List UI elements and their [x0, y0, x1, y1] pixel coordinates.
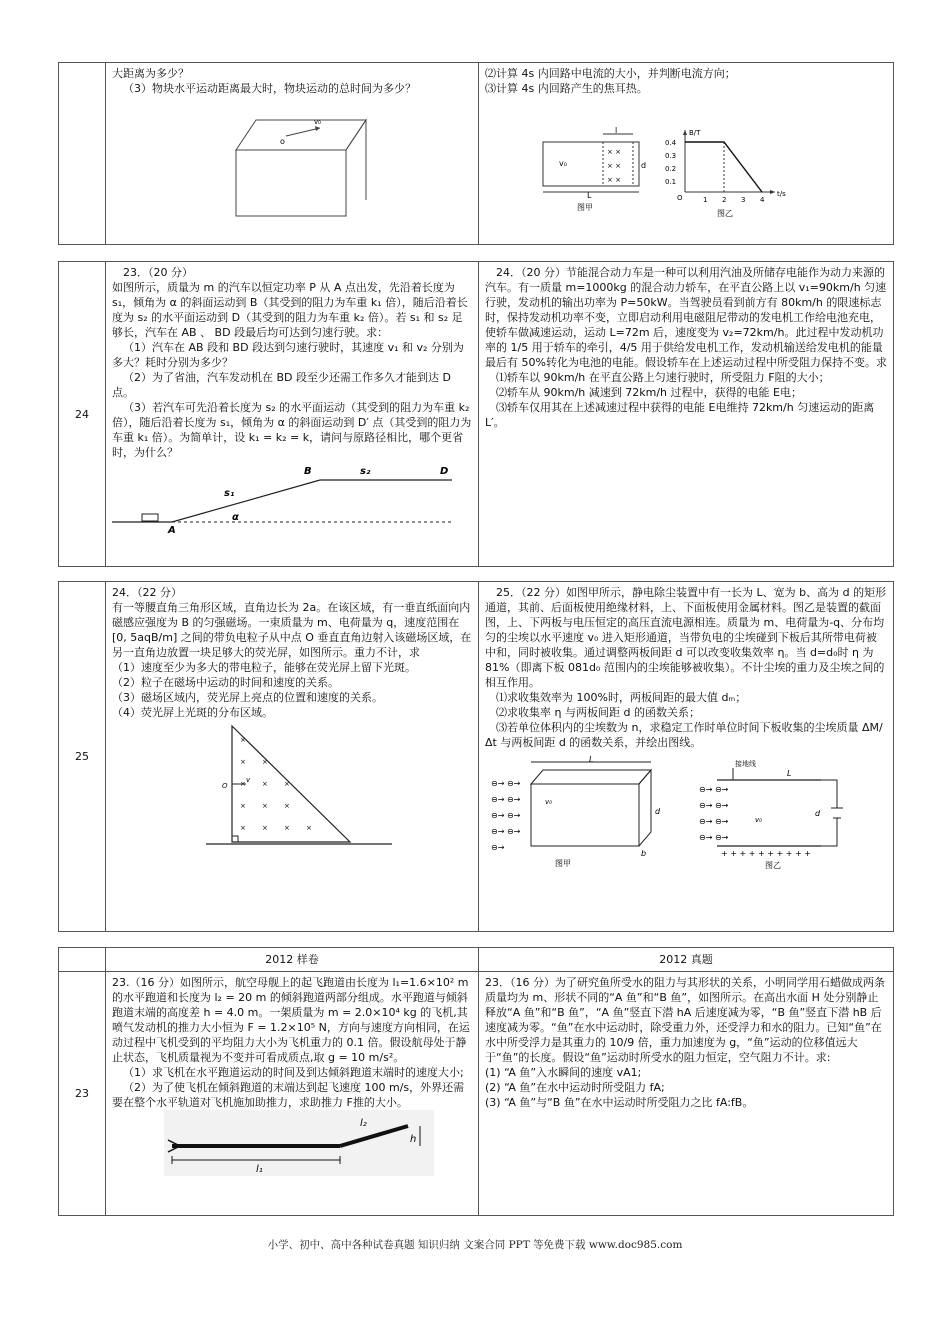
L-label: L [587, 191, 592, 200]
text-line: （2）粒子在磁场中运动的时间和速度的关系。 [112, 676, 339, 689]
v-label: v [246, 776, 251, 784]
text-line: 23．（20 分） [123, 266, 193, 279]
text-line: 大距离为多少？ [112, 67, 189, 80]
svg-text:× ×: × × [607, 148, 621, 156]
header-sample: 2012 样卷 [106, 948, 479, 972]
svg-text:×: × [240, 758, 246, 766]
svg-text:×: × [262, 780, 268, 788]
text-line: ⑴轿车以 90km/h 在平直公路上匀速行驶时，所受阻力 F阻的大小； [496, 371, 830, 384]
l2-label: l₂ [360, 1118, 367, 1129]
text-line: ⑵轿车从 90km/h 减速到 72km/h 过程中，获得的电能 E电； [496, 386, 802, 399]
text-line: （1）速度至少为多大的带电粒子，能够在荧光屏上留下光斑。 [112, 661, 416, 674]
svg-text:×: × [240, 780, 246, 788]
point-B: B [304, 466, 312, 477]
svg-text:× ×: × × [607, 162, 621, 170]
text-line: （2）为了省油，汽车发动机在 BD 段至少还需工作多久才能到达 D 点。 [112, 371, 451, 399]
x-tick: 3 [741, 196, 746, 204]
text-line: 24．（22 分） [112, 586, 182, 599]
x-tick: 4 [760, 196, 765, 204]
question-left [106, 262, 479, 567]
l1-label: l₁ [256, 1164, 263, 1175]
y-tick: 0.3 [665, 152, 677, 160]
x-tick: 2 [722, 196, 727, 204]
svg-text:×: × [240, 736, 246, 744]
svg-text:⊖→: ⊖→ [491, 843, 505, 852]
question-right [479, 63, 894, 245]
d-label: d [641, 161, 647, 170]
fig-yi-label: 图乙 [717, 209, 733, 218]
text-line: ⑶若单位体积内的尘埃数为 n，求稳定工作时单位时间下板收集的尘埃质量 ΔM/Δt 与两板间距 d 的函数关系，并绘出图线。 [485, 721, 883, 749]
svg-text:⊖→ ⊖→: ⊖→ ⊖→ [491, 827, 521, 836]
svg-text:×: × [284, 824, 290, 832]
header-real: 2012 真题 [479, 948, 894, 972]
v0-label-2: v₀ [755, 816, 762, 824]
text-line: (1) “A 鱼”入水瞬间的速度 vA1; [485, 1066, 642, 1079]
question-left [106, 582, 479, 932]
circuit-and-graph [537, 126, 837, 222]
svg-text:×: × [284, 780, 290, 788]
precipitator-figure [485, 756, 885, 872]
ground-label: 接地线 [735, 760, 756, 768]
svg-text:⊖→ ⊖→: ⊖→ ⊖→ [491, 795, 521, 804]
question-left [106, 972, 479, 1216]
row-number: 25 [59, 582, 106, 932]
l-label: l [615, 126, 618, 135]
text-line: （4）荧光屏上光斑的分布区域。 [112, 706, 273, 719]
h-label: h [410, 1134, 417, 1145]
text-line: ⑴求收集效率为 100%时，两板间距的最大值 dₘ； [496, 691, 747, 704]
L-label: L [589, 756, 594, 764]
fig-jia-label: 图甲 [555, 859, 571, 868]
comparison-table-2012 [58, 947, 894, 1216]
block-figure [222, 110, 372, 220]
O-label: O [222, 782, 228, 790]
v0-label: v₀ [559, 159, 567, 168]
x-axis-label: t/s [777, 190, 786, 198]
text-line: （3）物块水平运动距离最大时，物块运动的总时间为多少？ [123, 82, 416, 95]
question-right [479, 972, 894, 1216]
s2-label: s₂ [360, 466, 371, 477]
svg-text:×: × [262, 802, 268, 810]
text-line: 24．（20 分）节能混合动力车是一种可以利用汽油及所储存电能作为动力来源的汽车。有一质量 m=1000kg 的混合动力轿车，在平直公路上以 v₁=90km/h 匀速行驶，发动机的输出功率为 P=50kW。当驾驶员看到前方有 80km/h 的限速标志时，保持发动机功率不变，立即启动利用电磁阻尼带动的发电机工作给电池充电，使轿车做减速运动，运动 L=72m 后，速度变为 v₂=72km/h。此过程中发动机功率的 1/5 用于轿车的牵引，4/5 用于供给发电机工作，发动机输送给发电机的能量最后有 50%转化为电池的电能。假设轿车在上述运动过程中所受阻力保持不变。求 [485, 266, 887, 369]
alpha-label: α [232, 512, 239, 523]
d-label-2: d [815, 809, 821, 818]
d-label: d [655, 807, 661, 816]
question-right [479, 582, 894, 932]
text-line: (3) “A 鱼”与“B 鱼”在水中运动时所受阻力之比 fA:fB。 [485, 1096, 754, 1109]
o-label: o [280, 137, 285, 146]
fig-yi-label: 图乙 [765, 861, 781, 870]
row-number: 24 [59, 262, 106, 567]
text-line: ⑵求收集率 η 与两板间距 d 的函数关系； [496, 706, 700, 719]
triangle-field-figure [166, 724, 466, 852]
table-continuation [58, 62, 894, 245]
svg-text:×: × [306, 824, 312, 832]
svg-text:×: × [240, 802, 246, 810]
point-A: A [168, 525, 176, 534]
question-table-25 [58, 581, 894, 932]
v0-label: v₀ [545, 798, 552, 806]
page-footer: 小学、初中、高中各种试卷真题 知识归纳 文案合同 PPT 等免费下载 www.doc985.com [267, 1239, 683, 1251]
v0-label: v₀ [314, 118, 321, 126]
s1-label: s₁ [224, 488, 235, 499]
text-line: 如图所示，质量为 m 的汽车以恒定功率 P 从 A 点出发，先沿着长度为 s₁，倾角为 α 的斜面运动到 B（其受到的阻力为车重 k₁ 倍），随后沿着长度为 s₂ 的水平面运动到 D（其受到的阻力为车重 k₂ 倍）。若 s₁ 和 s₂ 足够长，汽车在 AB 、 BD 段最后均可达到匀速行驶。求： [112, 281, 468, 339]
runway-figure [164, 1110, 434, 1176]
svg-text:× ×: × × [607, 176, 621, 184]
header-empty [59, 948, 106, 972]
text-line: ⑵计算 4s 内回路中电流的大小，并判断电流方向； [485, 67, 736, 80]
text-line: （2）为了使飞机在倾斜跑道的末端达到起飞速度 100 m/s，外界还需要在整个水平轨道对飞机施加助推力，求助推力 F推的大小。 [112, 1081, 465, 1109]
b-label: b [641, 849, 647, 858]
row-number [59, 63, 106, 245]
svg-text:⊖→ ⊖→: ⊖→ ⊖→ [491, 779, 521, 788]
svg-text:×: × [262, 758, 268, 766]
y-tick: 0.4 [665, 139, 677, 147]
text-line: 23．（16 分）为了研究鱼所受水的阻力与其形状的关系，小明同学用石蜡做成两条质量均为 m、形状不同的“A 鱼”和“B 鱼”，如图所示。在高出水面 H 处分别静止释放“A 鱼”和“B 鱼”，“A 鱼”竖直下潜 hA 后速度减为零，“B 鱼”竖直下潜 hB 后速度减为零。“鱼”在水中运动时，除受重力外，还受浮力和水的阻力。已知“鱼”在水中所受浮力是其重力的 10/9 倍，重力加速度为 g，“鱼”运动的位移值远大于“鱼”的长度。假设“鱼”运动时所受水的阻力恒定，空气阻力不计。求: [485, 976, 885, 1064]
text-line: (2) “A 鱼”在水中运动时所受阻力 fA; [485, 1081, 665, 1094]
text-line: 25．（22 分）如图甲所示，静电除尘装置中有一长为 L、宽为 b、高为 d 的矩形通道，其前、后面板使用绝缘材料，上、下面板使用金属材料。图乙是装置的截面图，上、下两板与电压恒定的高压直流电源相连。质量为 m、电荷量为-q、分布均匀的尘埃以水平速度 v₀ 进入矩形通道，当带负电的尘埃碰到下板后其所带电荷被中和，同时被收集。通过调整两板间距 d 可以改变收集效率 η。当 d=d₀时 η 为 81%（即离下板 081d₀ 范围内的尘埃能够被收集）。不计尘埃的重力及尘埃之间的相互作用。 [485, 586, 887, 689]
text-line: （1）汽车在 AB 段和 BD 段达到匀速行驶时，其速度 v₁ 和 v₂ 分别为多大？耗时分别为多少？ [112, 341, 464, 369]
svg-text:×: × [262, 824, 268, 832]
y-axis-label: B/T [689, 129, 701, 137]
text-line: ⑶轿车仅用其在上述减速过程中获得的电能 E电维持 72km/h 匀速运动的距离 L′。 [485, 401, 875, 429]
svg-text:×: × [284, 802, 290, 810]
y-tick: 0.1 [665, 178, 677, 186]
point-D: D [440, 466, 449, 477]
text-line: ⑶计算 4s 内回路产生的焦耳热。 [485, 82, 648, 95]
y-tick: 0.2 [665, 165, 677, 173]
question-right [479, 262, 894, 567]
text-line: 有一等腰直角三角形区域，直角边长为 2a。在该区域，有一垂直纸面向内磁感应强度为 B 的匀强磁场。一束质量为 m、电荷量为 q，速度范围在 [0, 5aqB/m] 之间的带负电粒子从中点 O 垂直直角边射入该磁场区域，在另一直角边放置一块足够大的荧光屏，如图所示。重力不计，求 [112, 601, 472, 659]
svg-text:⊖→ ⊖→: ⊖→ ⊖→ [699, 801, 729, 810]
text-line: （3）若汽车可先沿着长度为 s₂ 的水平面运动（其受到的阻力为车重 k₂ 倍），随后沿着长度为 s₁，倾角为 α 的斜面运动到 D′ 点（其受到的阻力为车重 k₁ 倍）。为简单计，设 k₁ = k₂ = k，请问与原路径相比，哪个更省时，为什么？ [112, 401, 472, 459]
svg-text:⊖→ ⊖→: ⊖→ ⊖→ [491, 811, 521, 820]
question-table-24 [58, 261, 894, 567]
incline-figure [112, 462, 462, 534]
row-number: 23 [59, 972, 106, 1216]
fig-jia-label: 图甲 [577, 203, 593, 212]
x-tick: 1 [703, 196, 708, 204]
svg-text:⊖→ ⊖→: ⊖→ ⊖→ [699, 833, 729, 842]
origin-label: O [677, 194, 683, 202]
L-label-2: L [787, 769, 792, 778]
svg-text:+ + + + + + + + + +: + + + + + + + + + + [721, 849, 811, 858]
text-line: （3）磁场区域内，荧光屏上亮点的位置和速度的关系。 [112, 691, 383, 704]
question-left [106, 63, 479, 245]
text-line: （1）求飞机在水平跑道运动的时间及到达倾斜跑道末端时的速度大小; [123, 1066, 464, 1079]
text-line: 23.（16 分）如图所示，航空母舰上的起飞跑道由长度为 l₁=1.6×10² m 的水平跑道和长度为 l₂ = 20 m 的倾斜跑道两部分组成。水平跑道与倾斜跑道末端的高度差 h = 4.0 m。一架质量为 m = 2.0×10⁴ kg 的飞机,其喷气发动机的推力大小恒为 F = 1.2×10⁵ N，方向与速度方向相同，在运动过程中飞机受到的平均阻力大小为飞机重力的 0.1 倍。假设航母处于静止状态，飞机质量视为不变并可看成质点,取 g = 10 m/s²。 [112, 976, 470, 1064]
svg-text:×: × [240, 824, 246, 832]
svg-text:⊖→ ⊖→: ⊖→ ⊖→ [699, 785, 729, 794]
svg-text:⊖→ ⊖→: ⊖→ ⊖→ [699, 817, 729, 826]
